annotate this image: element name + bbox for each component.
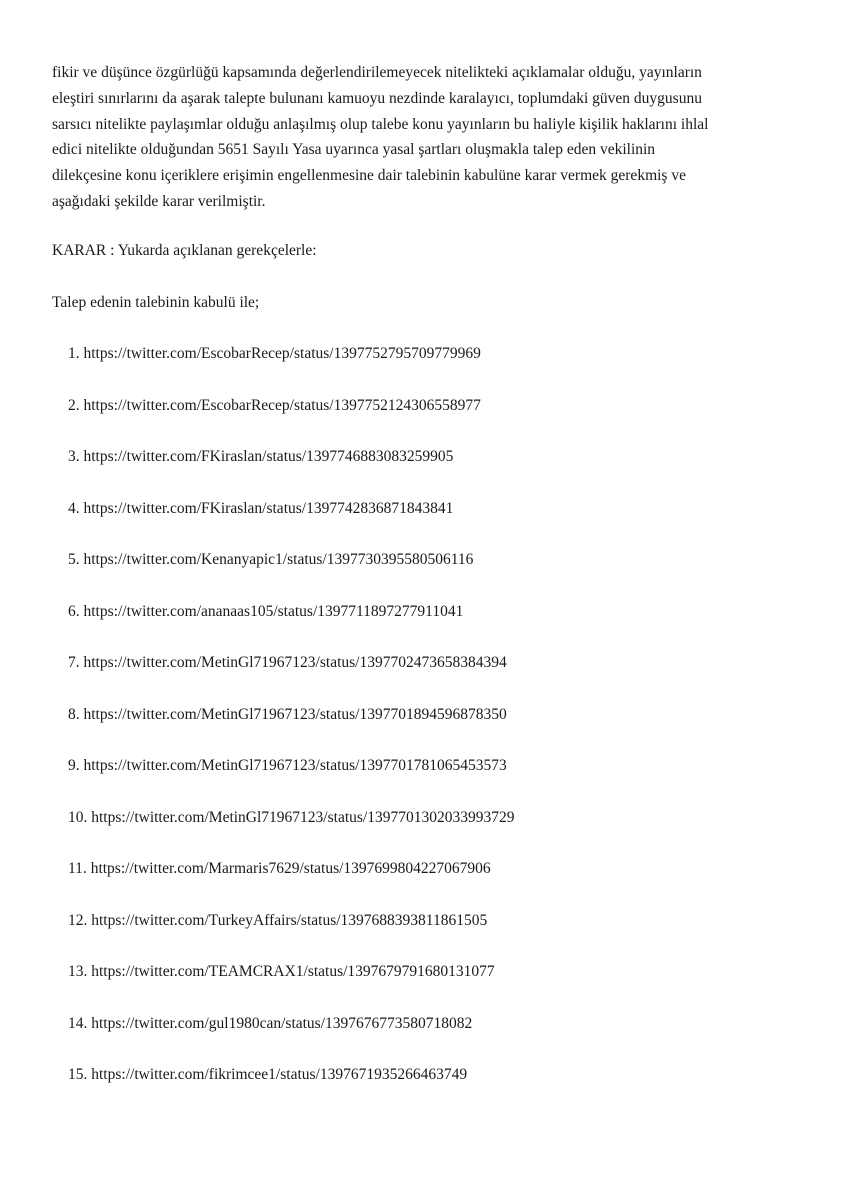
list-item-url: https://twitter.com/EscobarRecep/status/1397752795709779969 [83, 345, 481, 362]
list-item-number: 7. [68, 654, 80, 671]
talep-line: Talep edenin talebinin kabulü ile; [52, 294, 260, 311]
list-item-url: https://twitter.com/MetinGl71967123/status/1397701894596878350 [83, 705, 507, 723]
list-item-number: 10. [68, 808, 88, 826]
list-item [68, 446, 514, 498]
list-item [68, 601, 514, 653]
reasoning-paragraph [52, 60, 797, 215]
list-item-url: https://twitter.com/fikrimcee1/status/1397671935266463749 [91, 1066, 468, 1083]
list-item [68, 961, 514, 1013]
list-item-url: https://twitter.com/MetinGl71967123/status/1397702473658384394 [83, 654, 507, 671]
list-item-number: 14. [68, 1014, 88, 1032]
paragraph-line: edici nitelikte olduğundan 5651 Sayılı Yasa uyarınca yasal şartları oluşmakla talep eden vekilinin [52, 141, 656, 159]
list-item [68, 395, 514, 447]
list-item-number: 12. [68, 911, 88, 929]
list-item [68, 549, 514, 601]
list-item-url: https://twitter.com/FKiraslan/status/1397742836871843841 [83, 499, 454, 517]
list-item [68, 498, 514, 550]
list-item-number: 15. [68, 1066, 88, 1083]
karar-heading: KARAR : Yukarda açıklanan gerekçelerle: [52, 242, 317, 259]
list-item-number: 13. [68, 963, 88, 980]
paragraph-line: aşağıdaki şekilde karar verilmiştir. [52, 192, 266, 210]
list-item-url: https://twitter.com/Marmaris7629/status/1397699804227067906 [90, 860, 491, 877]
list-item-number: 5. [68, 551, 80, 568]
list-item [68, 343, 514, 395]
list-item-number: 6. [68, 602, 80, 620]
list-item-url: https://twitter.com/ananaas105/status/1397711897277911041 [83, 602, 464, 620]
list-item [68, 807, 514, 859]
list-item-number: 8. [68, 705, 80, 723]
list-item-number: 9. [68, 757, 80, 774]
list-item-url: https://twitter.com/EscobarRecep/status/1397752124306558977 [83, 396, 481, 414]
list-item-number: 3. [68, 448, 80, 465]
paragraph-line: dilekçesine konu içeriklere erişimin engellenmesine dair talebinin kabulüne karar vermek gerekmiş ve [52, 167, 686, 185]
list-item [68, 704, 514, 756]
list-item-number: 1. [68, 345, 80, 362]
paragraph-line: eleştiri sınırlarını da aşarak talepte bulunanı kamuoyu nezdinde karalayıcı, toplumdaki güven duygusunu [52, 89, 702, 107]
list-item [68, 755, 514, 807]
list-item-url: https://twitter.com/TurkeyAffairs/status/1397688393811861505 [91, 911, 488, 929]
list-item-number: 2. [68, 396, 80, 414]
list-item-url: https://twitter.com/gul1980can/status/1397676773580718082 [91, 1014, 473, 1032]
list-item [68, 1013, 514, 1065]
list-item-url: https://twitter.com/MetinGl71967123/status/1397701781065453573 [83, 757, 507, 774]
list-item-number: 4. [68, 499, 80, 517]
list-item [68, 910, 514, 962]
list-item [68, 652, 514, 704]
list-item-url: https://twitter.com/MetinGl71967123/status/1397701302033993729 [91, 808, 515, 826]
url-list [68, 343, 514, 1116]
list-item [68, 858, 514, 910]
list-item-url: https://twitter.com/FKiraslan/status/1397746883083259905 [83, 448, 454, 465]
list-item-url: https://twitter.com/Kenanyapic1/status/1397730395580506116 [83, 551, 474, 568]
list-item-url: https://twitter.com/TEAMCRAX1/status/1397679791680131077 [91, 963, 495, 980]
list-item [68, 1064, 514, 1116]
list-item-number: 11. [68, 860, 87, 877]
paragraph-line: sarsıcı nitelikte paylaşımlar olduğu anlaşılmış olup talebe konu yayınların bu haliyle kişilik haklarını ihlal [52, 115, 709, 133]
paragraph-line: fikir ve düşünce özgürlüğü kapsamında değerlendirilemeyecek nitelikteki açıklamalar olduğu, yayınların [52, 64, 702, 81]
